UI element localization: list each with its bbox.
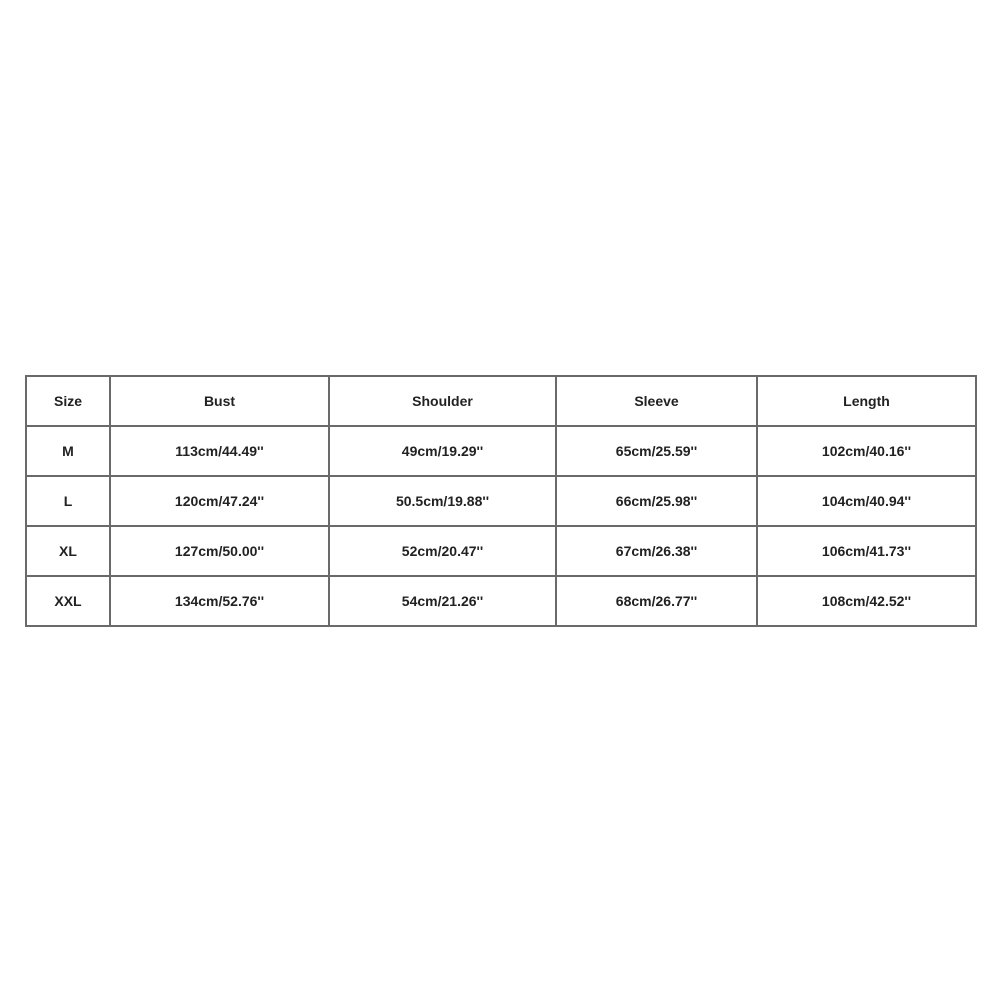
cell-sleeve: 67cm/26.38'': [556, 526, 757, 576]
header-size: Size: [26, 376, 110, 426]
cell-shoulder: 49cm/19.29'': [329, 426, 556, 476]
cell-length: 104cm/40.94'': [757, 476, 976, 526]
cell-shoulder: 54cm/21.26'': [329, 576, 556, 626]
cell-length: 108cm/42.52'': [757, 576, 976, 626]
cell-length: 102cm/40.16'': [757, 426, 976, 476]
header-shoulder: Shoulder: [329, 376, 556, 426]
table-row: [26, 426, 976, 476]
header-bust: Bust: [110, 376, 329, 426]
cell-shoulder: 52cm/20.47'': [329, 526, 556, 576]
cell-shoulder: 50.5cm/19.88'': [329, 476, 556, 526]
cell-sleeve: 66cm/25.98'': [556, 476, 757, 526]
cell-size: XXL: [26, 576, 110, 626]
table-row: [26, 476, 976, 526]
cell-bust: 120cm/47.24'': [110, 476, 329, 526]
header-length: Length: [757, 376, 976, 426]
cell-bust: 113cm/44.49'': [110, 426, 329, 476]
cell-size: L: [26, 476, 110, 526]
cell-bust: 134cm/52.76'': [110, 576, 329, 626]
table-header-row: [26, 376, 976, 426]
cell-length: 106cm/41.73'': [757, 526, 976, 576]
header-sleeve: Sleeve: [556, 376, 757, 426]
size-chart-table: [25, 375, 977, 627]
cell-size: M: [26, 426, 110, 476]
table-row: [26, 576, 976, 626]
cell-sleeve: 68cm/26.77'': [556, 576, 757, 626]
table-row: [26, 526, 976, 576]
cell-sleeve: 65cm/25.59'': [556, 426, 757, 476]
cell-bust: 127cm/50.00'': [110, 526, 329, 576]
cell-size: XL: [26, 526, 110, 576]
